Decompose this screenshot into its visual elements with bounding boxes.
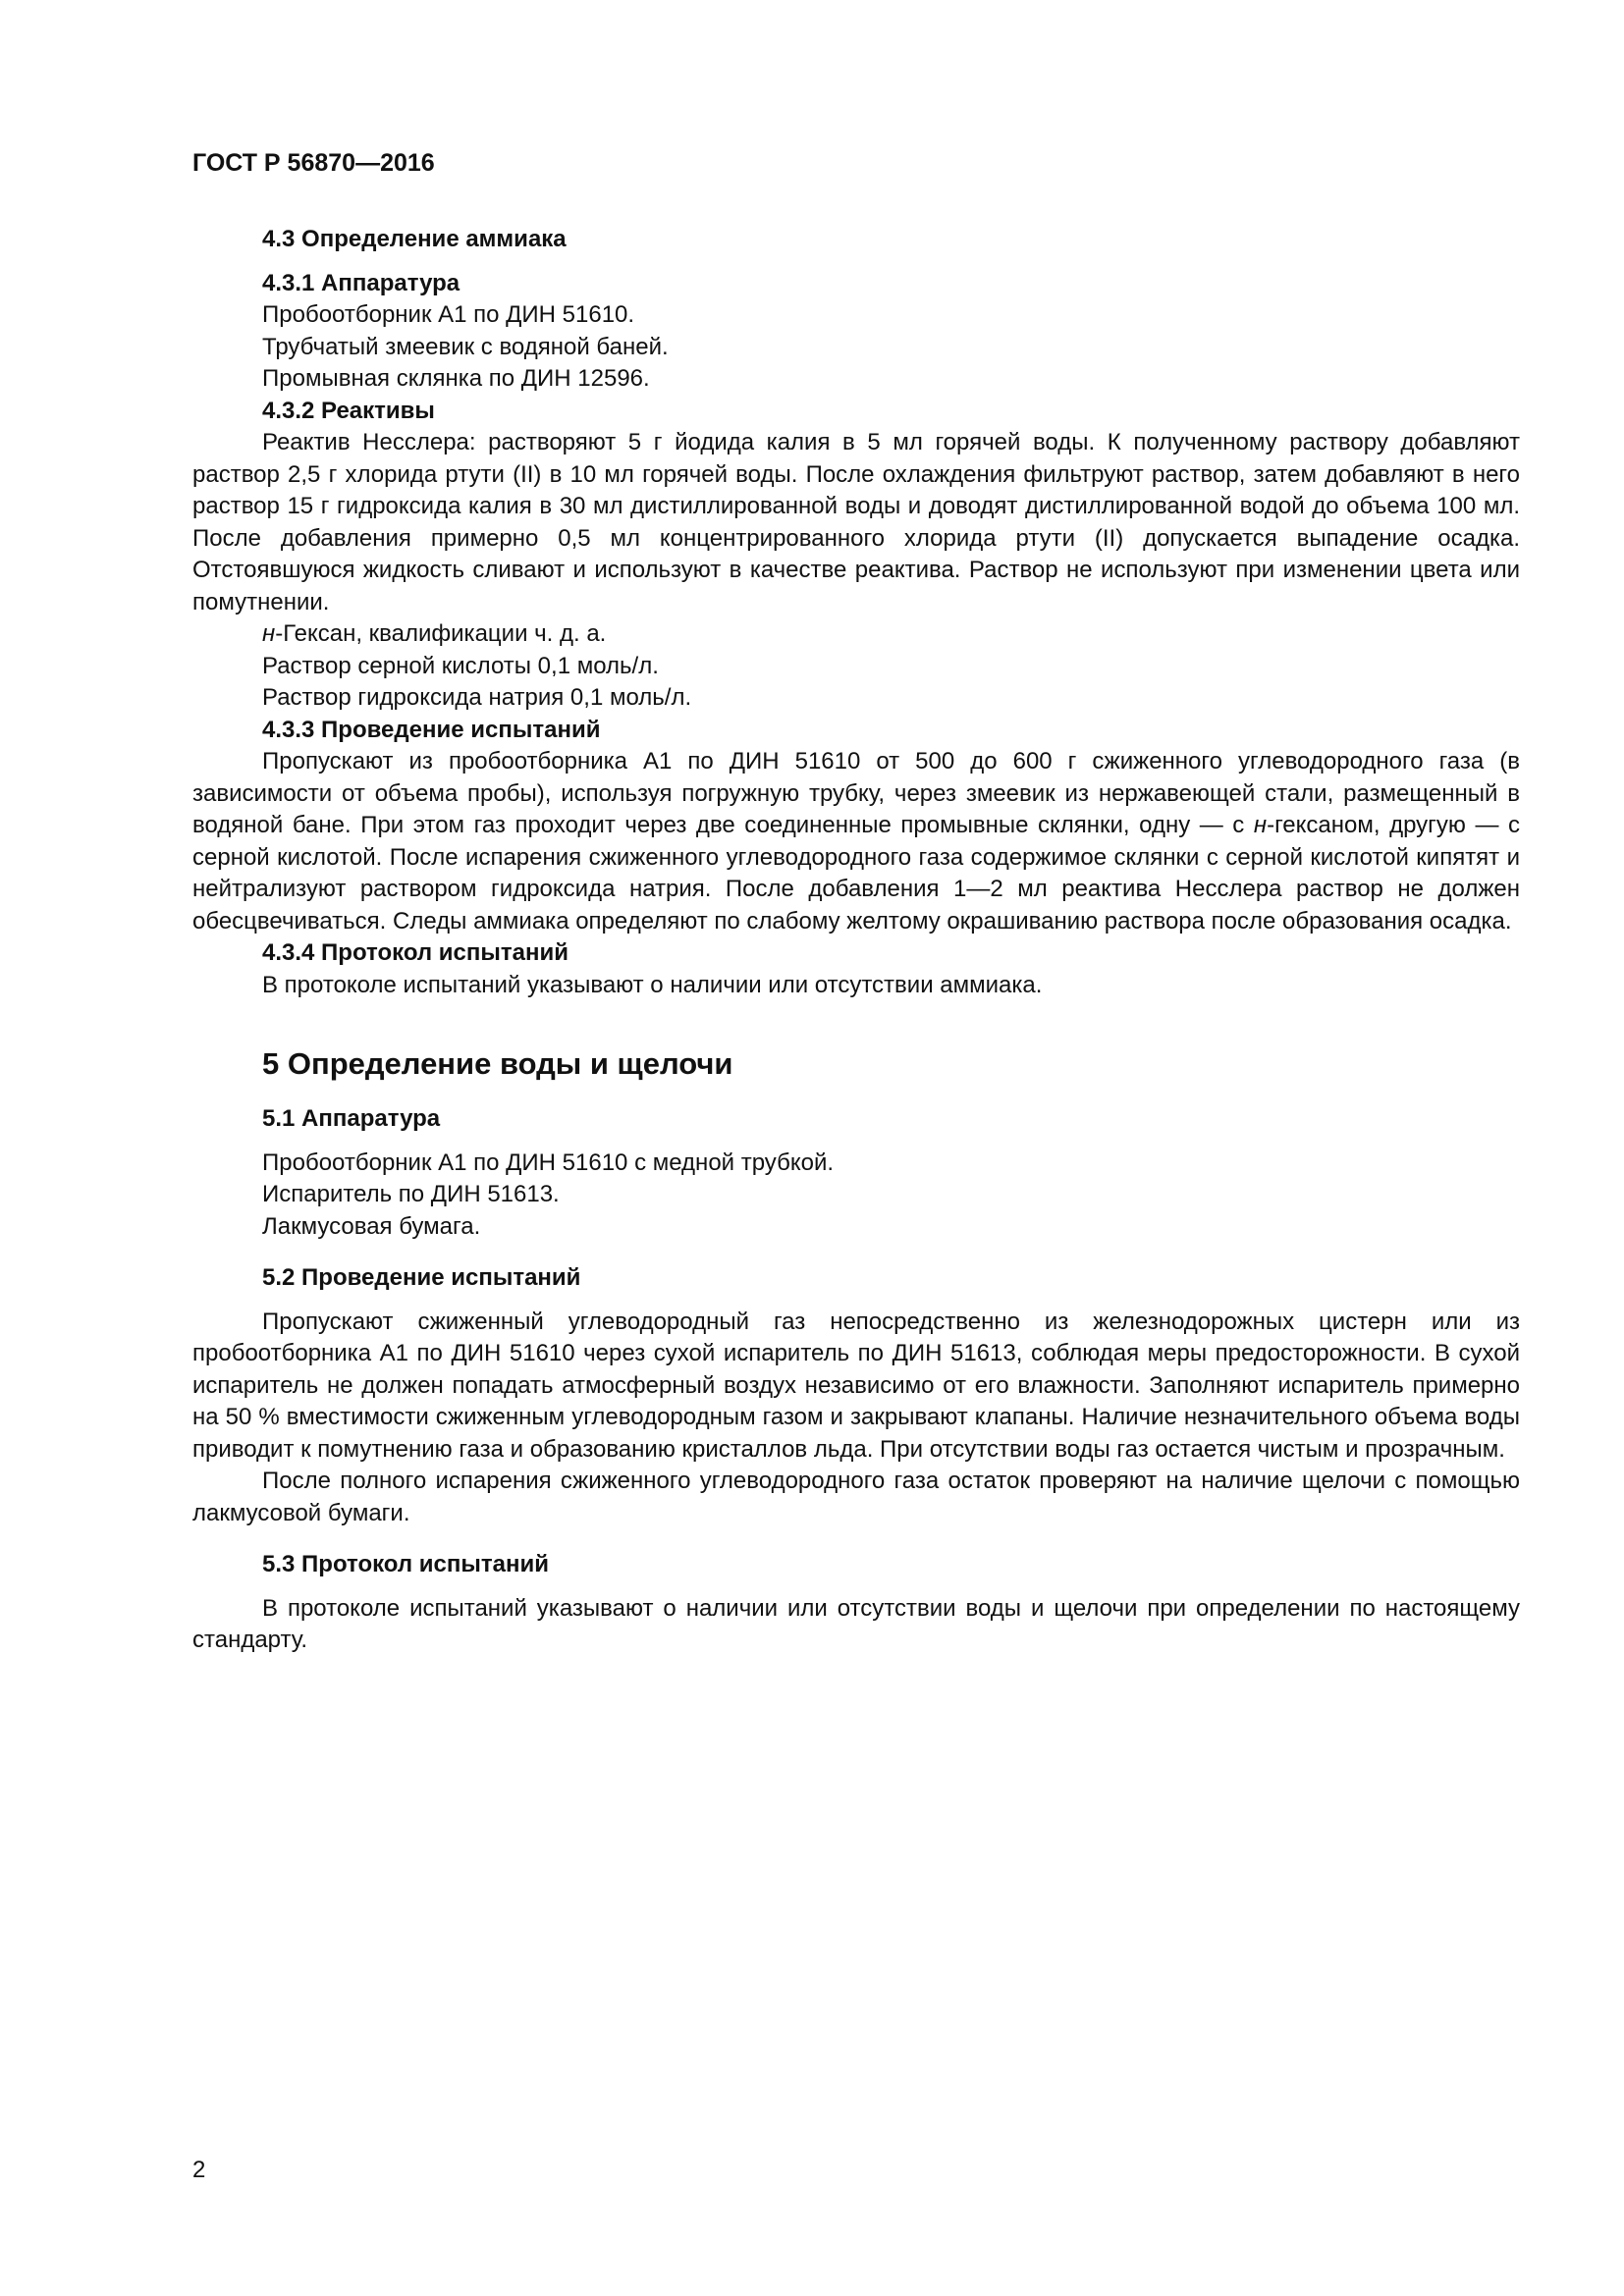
section-4-3-1-title: 4.3.1 Аппаратура bbox=[262, 269, 460, 296]
section-5-2-title: 5.2 Проведение испытаний bbox=[262, 1264, 581, 1291]
reagent-line: Раствор серной кислоты 0,1 моль/л. bbox=[262, 652, 659, 679]
section-5-3-title: 5.3 Протокол испытаний bbox=[262, 1551, 549, 1577]
hexane-italic-prefix: н bbox=[262, 620, 276, 647]
procedure-text-a: Пропускают из пробоотборника А1 по ДИН 51610 от 500 до 600 г сжиженного углеводородного газа (в зависимости от объема пробы), используя погружную трубку, через змеевик из нержавеющей стали, размещенный в водяной бане. При этом газ проходит через две соединенные промывные склянки, одну — с bbox=[192, 748, 1520, 838]
apparatus-line: Пробоотборник А1 по ДИН 51610 с медной трубкой. bbox=[262, 1148, 835, 1176]
apparatus-line: Трубчатый змеевик с водяной баней. bbox=[262, 333, 669, 360]
procedure-paragraph bbox=[192, 746, 1520, 937]
section-4-3-4-title: 4.3.4 Протокол испытаний bbox=[262, 939, 568, 966]
reagent-line: Раствор гидроксида натрия 0,1 моль/л. bbox=[262, 684, 692, 711]
protocol-paragraph: В протоколе испытаний указывают о наличии или отсутствии воды и щелочи при определении по настоящему стандарту. bbox=[192, 1594, 1520, 1653]
section-5-title: 5 Определение воды и щелочи bbox=[262, 1046, 733, 1081]
apparatus-line: Промывная склянка по ДИН 12596. bbox=[262, 365, 650, 392]
apparatus-line: Испаритель по ДИН 51613. bbox=[262, 1181, 560, 1207]
document-body bbox=[192, 224, 1520, 1657]
section-5-1-title: 5.1 Аппаратура bbox=[262, 1105, 441, 1132]
apparatus-line: Пробоотборник А1 по ДИН 51610. bbox=[262, 301, 635, 328]
hexane-line bbox=[192, 618, 1520, 651]
procedure-text-b: -гексаном, другую — с серной кислотой. После испарения сжиженного углеводородного газа содержимое склянки с серной кислотой кипятят и нейтрализуют раствором гидроксида натрия. После добавления 1—2 мл реактива Несслера раствор не должен обесцвечиваться. Следы аммиака определяют по слабому желтому окрашиванию раствора после образования осадка. bbox=[192, 812, 1521, 934]
procedure-italic: н bbox=[1253, 812, 1268, 838]
hexane-text: -Гексан, квалификации ч. д. а. bbox=[275, 620, 607, 647]
document-header: ГОСТ Р 56870—2016 bbox=[192, 149, 435, 177]
section-4-3-2-title: 4.3.2 Реактивы bbox=[262, 397, 435, 424]
procedure-paragraph-2: После полного испарения сжиженного углеводородного газа остаток проверяют на наличие щелочи с помощью лакмусовой бумаги. bbox=[192, 1468, 1520, 1526]
protocol-text: В протоколе испытаний указывают о наличии или отсутствии аммиака. bbox=[262, 971, 1043, 998]
page-number: 2 bbox=[192, 2157, 206, 2183]
procedure-paragraph-1: Пропускают сжиженный углеводородный газ непосредственно из железнодорожных цистерн или из пробоотборника А1 по ДИН 51610 через сухой испаритель по ДИН 51613, соблюдая меры предосторожности. В сухой испаритель не должен попадать атмосферный воздух независимо от его влажности. Заполняют испаритель примерно на 50 % вместимости сжиженным углеводородным газом и закрывают клапаны. Наличие незначительного объема воды приводит к помутнению газа и образованию кристаллов льда. При отсутствии воды газ остается чистым и прозрачным. bbox=[192, 1308, 1520, 1463]
apparatus-line: Лакмусовая бумага. bbox=[262, 1212, 481, 1240]
reagents-paragraph: Реактив Несслера: растворяют 5 г йодида калия в 5 мл горячей воды. К полученному раствору добавляют раствор 2,5 г хлорида ртути (II) в 10 мл горячей воды. После охлаждения фильтруют раствор, затем добавляют в него раствор 15 г гидроксида калия в 30 мл дистиллированной воды и доводят дистиллированной водой до объема 100 мл. После добавления примерно 0,5 мл концентрированного хлорида ртути (II) допускается выпадение осадка. Отстоявшуюся жидкость сливают и используют в качестве реактива. Раствор не используют при изменении цвета или помутнении. bbox=[192, 429, 1520, 615]
section-4-3-title: 4.3 Определение аммиака bbox=[262, 226, 567, 252]
section-4-3-3-title: 4.3.3 Проведение испытаний bbox=[262, 716, 601, 743]
